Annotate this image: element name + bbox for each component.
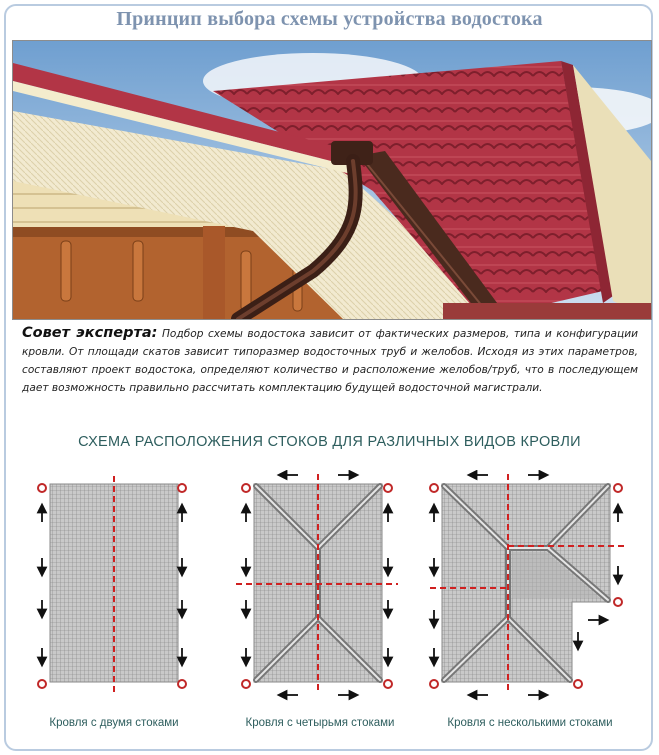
caption-four-drains: Кровля с четырьмя стоками [245,717,395,729]
caption-several-drains: Кровля с несколькими стоками [447,717,613,729]
advice-text: Подбор схемы водостока зависит от фактических размеров, типа и конфигурации кровли. От площади скатов зависит типоразмер водосточных труб и желобов. Исходя из этих параметров, составляют проект водостока, определяют количество и расположение желобов/труб, что в последующем дает возможность правильно рассчитать комплектацию будущей водосточной магистрали. [22,328,638,394]
two-drain-roof-diagram [38,476,186,692]
four-drain-roof-diagram [236,474,398,695]
advice-lead: Совет эксперта: [22,325,158,341]
expert-advice [22,324,638,397]
caption-two-drains: Кровля с двумя стоками [49,717,179,729]
page-title: Принцип выбора схемы устройства водостока [116,8,543,30]
scheme-title: СХЕМА РАСПОЛОЖЕНИЯ СТОКОВ ДЛЯ РАЗЛИЧНЫХ ВИДОВ КРОВЛИ [78,434,581,450]
drain-scheme-diagrams [0,470,659,715]
multi-drain-roof-diagram [430,474,628,695]
roof-photo [12,40,652,320]
